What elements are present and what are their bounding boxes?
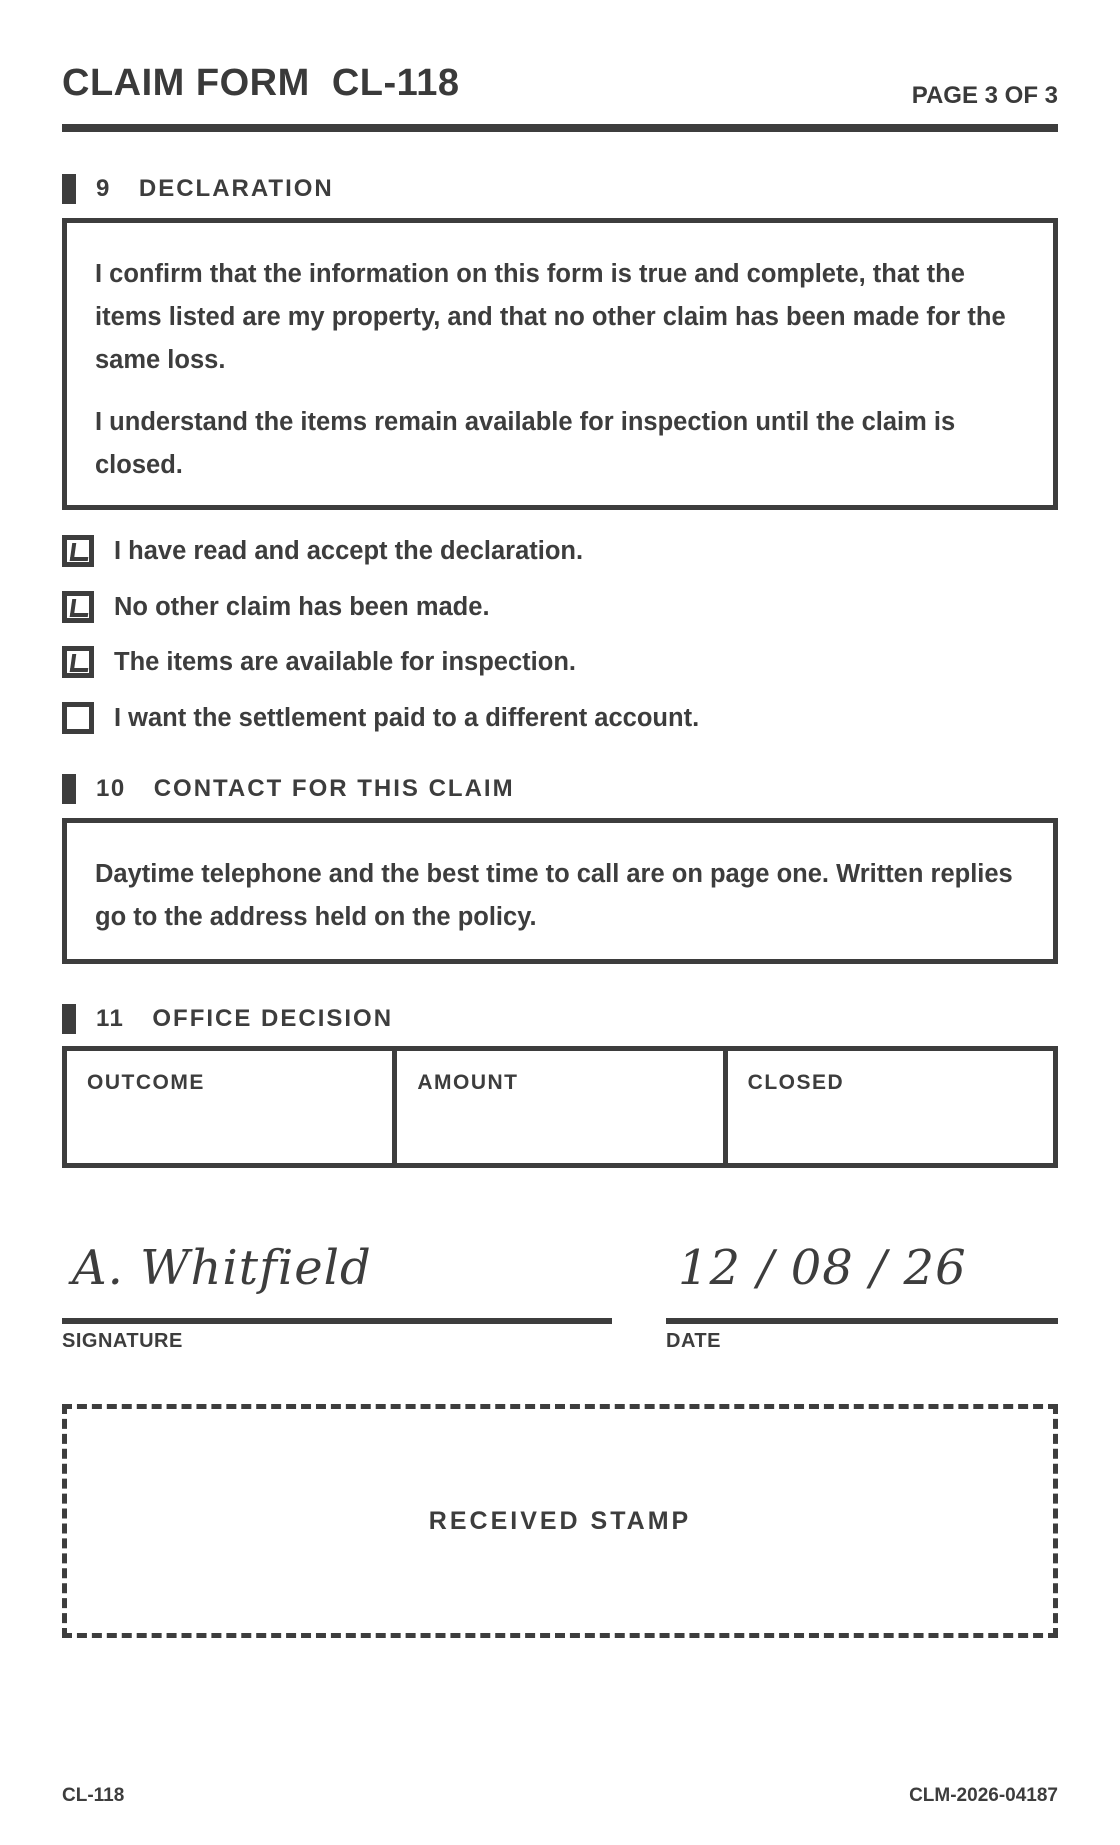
checkbox-row-no-other-claim[interactable]	[62, 591, 490, 623]
checkbox-label: No other claim has been made.	[114, 592, 490, 621]
amount-label: AMOUNT	[417, 1071, 519, 1094]
checkbox-row-items-available[interactable]	[62, 646, 576, 678]
checkbox-unchecked[interactable]	[62, 702, 94, 734]
outcome-field[interactable]	[67, 1051, 392, 1163]
section-number: 11	[96, 1005, 125, 1032]
checkbox-checked[interactable]	[62, 535, 94, 567]
section-title: DECLARATION	[138, 175, 334, 202]
checkbox-checked[interactable]	[62, 591, 94, 623]
office-decision-table	[62, 1046, 1058, 1168]
section-marker	[62, 174, 76, 204]
declaration-paragraph: I understand the items remain available for inspection until the claim is closed.	[95, 408, 956, 479]
received-stamp-box	[62, 1404, 1058, 1638]
section-marker	[62, 774, 76, 804]
received-stamp-label: RECEIVED STAMP	[428, 1506, 692, 1535]
checkbox-row-accept-declaration[interactable]	[62, 535, 583, 567]
checkbox-label: The items are available for inspection.	[114, 647, 576, 676]
declaration-paragraph: I confirm that the information on this form is true and complete, that the items listed are my property, and that no other claim has been made for the same loss.	[95, 260, 1006, 374]
date-line[interactable]	[666, 1318, 1058, 1324]
header-rule	[62, 124, 1058, 132]
checkbox-label: I have read and accept the declaration.	[114, 536, 584, 565]
signature-label: SIGNATURE	[62, 1330, 183, 1352]
section-marker	[62, 1004, 76, 1034]
checkbox-checked[interactable]	[62, 646, 94, 678]
checkbox-label: I want the settlement paid to a different account.	[114, 703, 700, 732]
footer-claim-number: CLM-2026-04187	[909, 1785, 1058, 1806]
section-number: 10	[96, 775, 126, 802]
contact-box	[62, 818, 1058, 964]
section-title: CONTACT FOR THIS CLAIM	[153, 775, 515, 802]
section-number: 9	[96, 175, 111, 202]
section-heading-contact	[62, 774, 515, 804]
amount-field[interactable]	[392, 1051, 722, 1163]
section-heading-declaration	[62, 174, 334, 204]
page-number: PAGE 3 OF 3	[911, 82, 1058, 109]
date-value: 12 / 08 / 26	[678, 1240, 967, 1296]
checkbox-row-different-account[interactable]	[62, 702, 699, 734]
contact-text: Daytime telephone and the best time to call are on page one. Written replies go to the address held on the policy.	[95, 860, 1013, 931]
form-title: CLAIM FORM CL-118	[62, 62, 460, 104]
signature-line[interactable]	[62, 1318, 612, 1324]
date-label: DATE	[666, 1330, 721, 1352]
outcome-label: OUTCOME	[87, 1071, 205, 1094]
signature-value: A. Whitfield	[72, 1240, 372, 1296]
section-title: OFFICE DECISION	[152, 1005, 394, 1032]
footer-form-code: CL-118	[62, 1785, 125, 1806]
declaration-box	[62, 218, 1058, 510]
closed-label: CLOSED	[747, 1071, 845, 1094]
closed-field[interactable]	[723, 1051, 1053, 1163]
section-heading-office-decision	[62, 1004, 393, 1034]
